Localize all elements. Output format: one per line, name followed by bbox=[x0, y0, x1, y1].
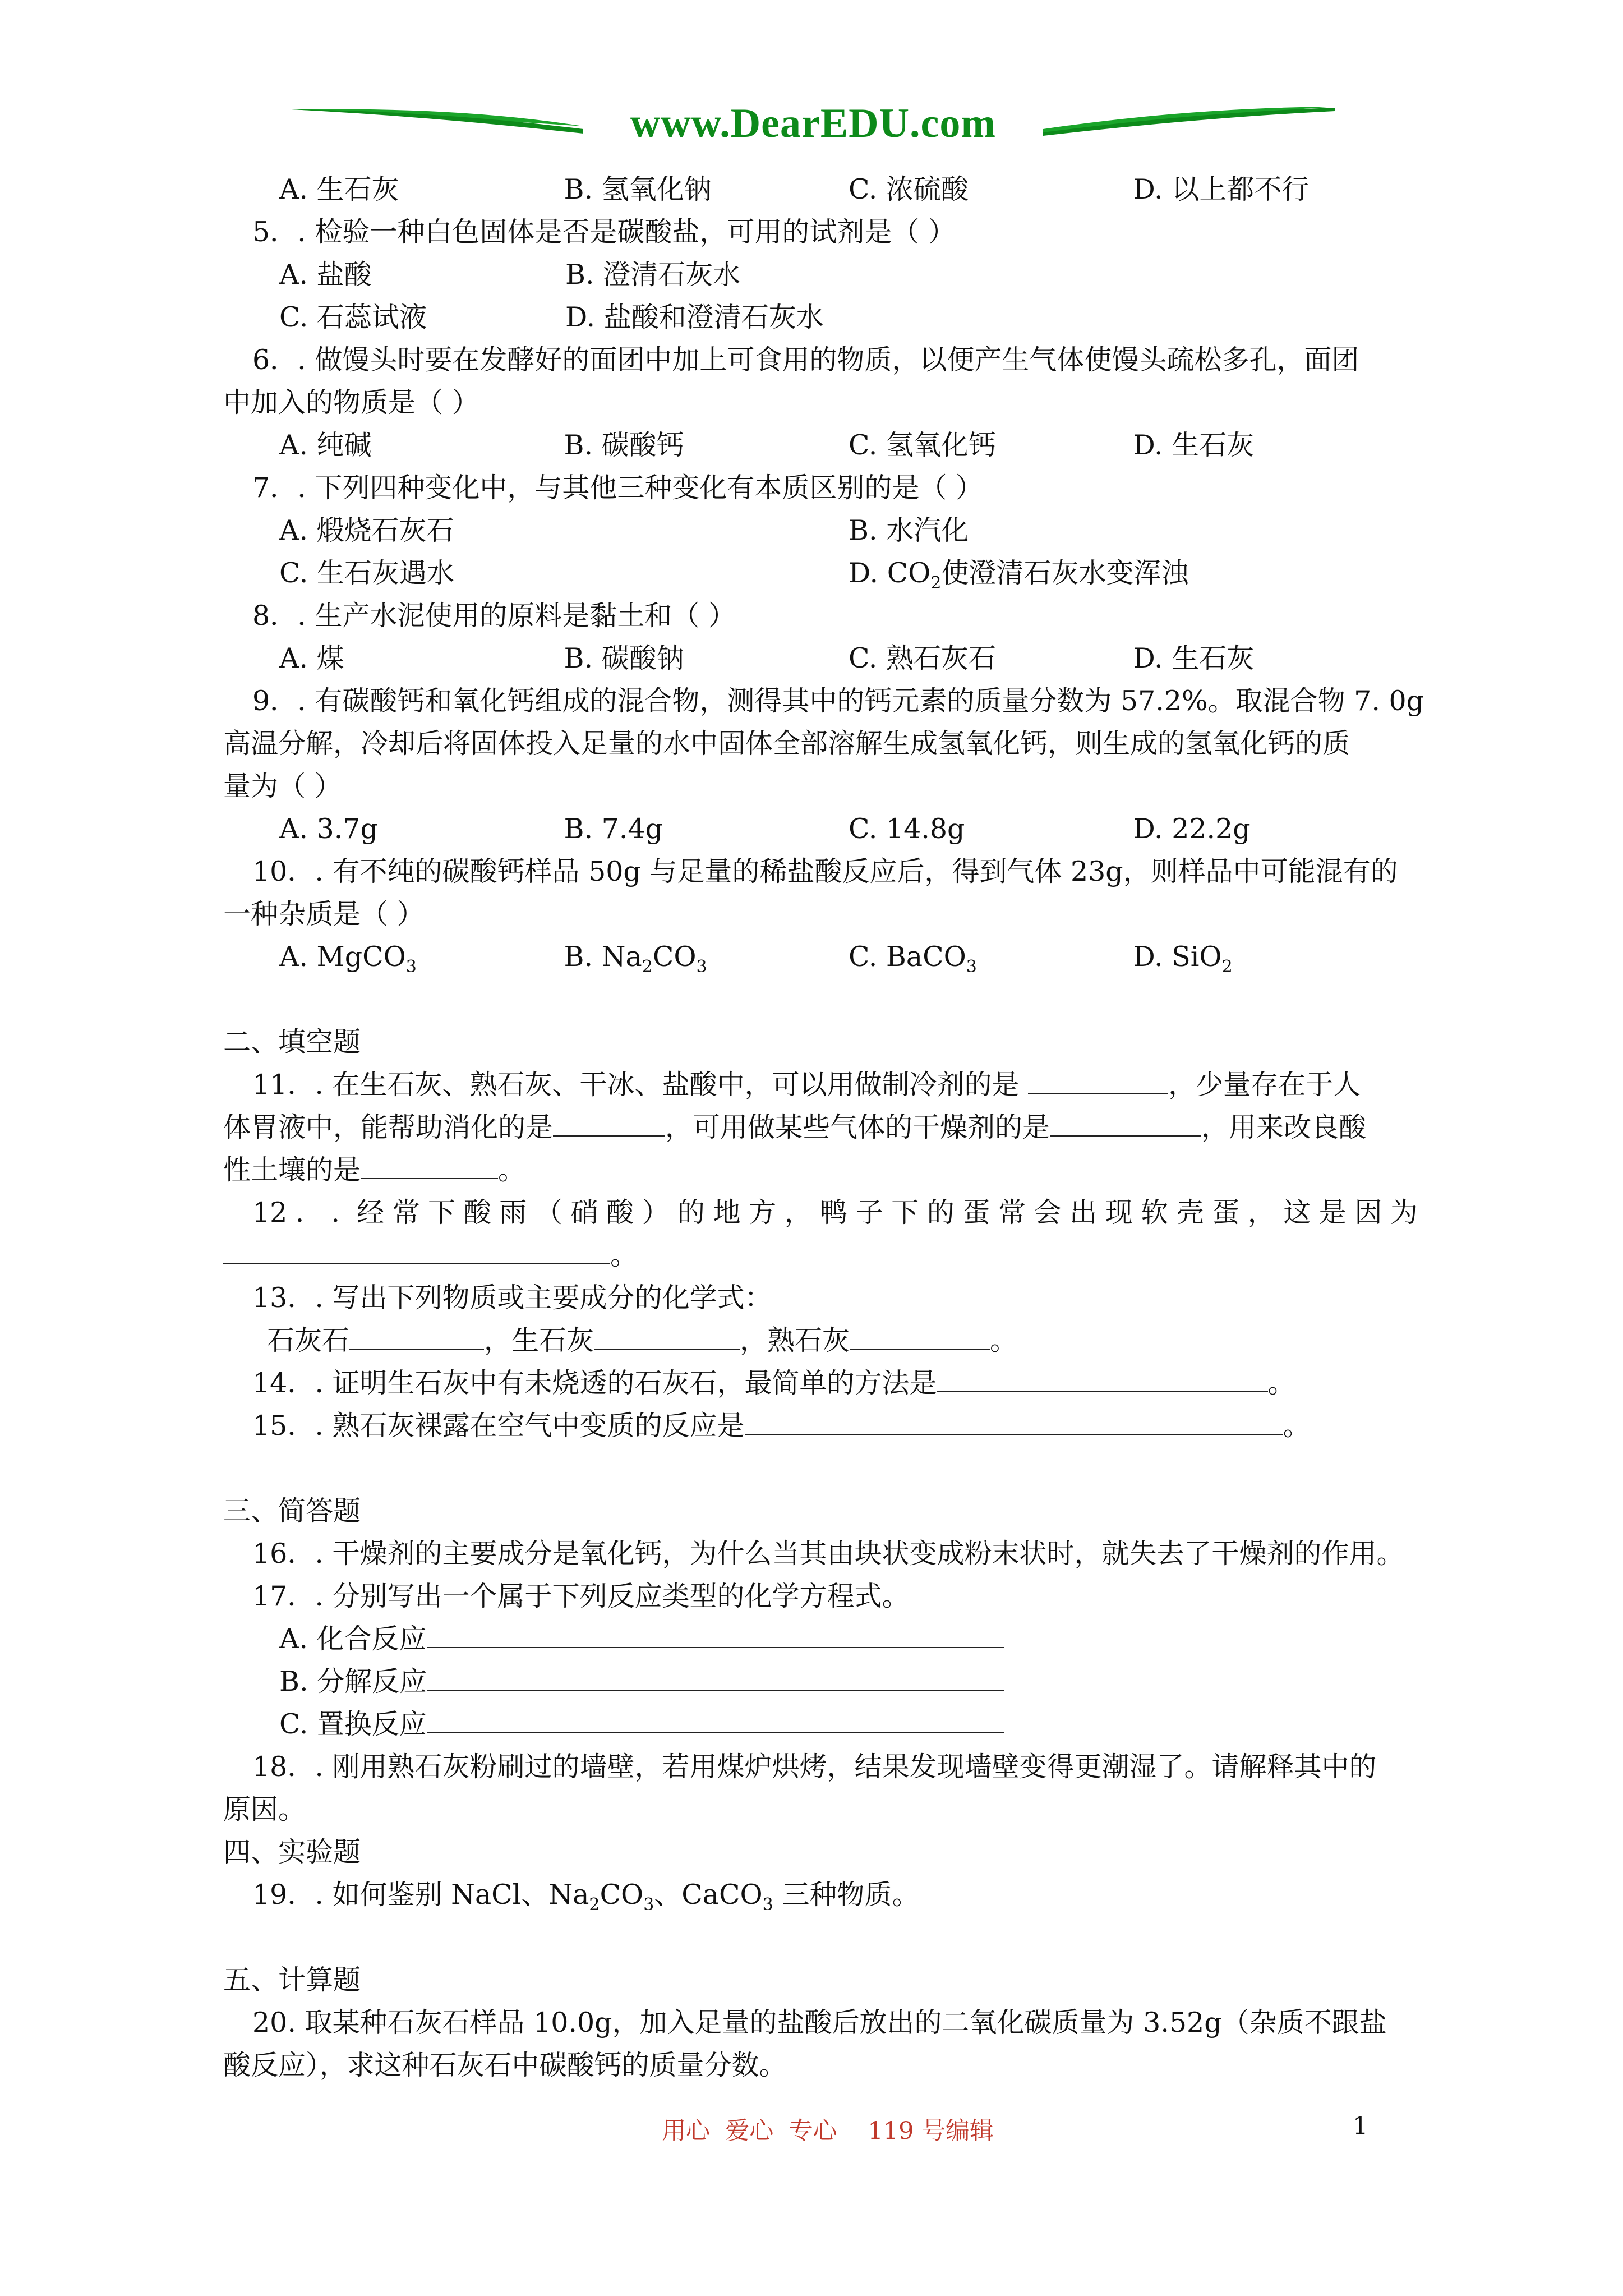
q9-question-line1: 9．. 有碳酸钙和氧化钙组成的混合物，测得其中的钙元素的质量分数为 57.2%。取混合物 7. 0g bbox=[252, 685, 1424, 717]
q9-question-line3: 量为（ ） bbox=[223, 770, 342, 802]
q12-line2: 。 bbox=[223, 1234, 1418, 1277]
q9-option-a: A. 3.7g bbox=[279, 813, 378, 845]
q17-item-b: B. 分解反应 bbox=[223, 1660, 1418, 1703]
q6-option-c: C. 氢氧化钙 bbox=[849, 429, 996, 461]
q11-line1: 11．. 在生石灰、熟石灰、干冰、盐酸中，可以用做制冷剂的是 ，少量存在于人 bbox=[223, 1064, 1418, 1106]
q10-question-line1: 10．. 有不纯的碳酸钙样品 50g 与足量的稀盐酸反应后，得到气体 23g，则样品中可能混有的 bbox=[252, 855, 1398, 887]
q18-line2: 原因。 bbox=[223, 1793, 306, 1825]
site-url: www.DearEDU.com bbox=[630, 100, 997, 146]
q17-question: 17．. 分别写出一个属于下列反应类型的化学方程式。 bbox=[252, 1580, 910, 1612]
q17-blank-c[interactable] bbox=[427, 1706, 1004, 1733]
q14-blank[interactable] bbox=[937, 1365, 1268, 1392]
q4-option-d: D. 以上都不行 bbox=[1133, 173, 1310, 205]
q5-options-row2 bbox=[223, 296, 1418, 339]
q12-line1: 12．. 经常下酸雨（硝酸）的地方，鸭子下的蛋常会出现软壳蛋，这是因为 bbox=[252, 1197, 1418, 1228]
site-header-banner bbox=[292, 95, 1335, 163]
q13-blank-3[interactable] bbox=[850, 1323, 990, 1350]
section-fill-blank-title: 二、填空题 bbox=[223, 1026, 361, 1058]
q11-blank-1[interactable] bbox=[1028, 1067, 1168, 1094]
q13-line1: 13．. 写出下列物质或主要成分的化学式： bbox=[252, 1282, 772, 1314]
q7-options-row1 bbox=[223, 509, 1418, 552]
q16-question: 16．. 干燥剂的主要成分是氧化钙，为什么当其由块状变成粉末状时，就失去了干燥剂的作用。 bbox=[252, 1538, 1404, 1570]
q5-option-d: D. 盐酸和澄清石灰水 bbox=[565, 301, 824, 333]
q9-question-line2: 高温分解，冷却后将固体投入足量的水中固体全部溶解生成氢氧化钙，则生成的氢氧化钙的质 bbox=[223, 728, 1350, 760]
q11-blank-4[interactable] bbox=[361, 1152, 498, 1179]
q17-blank-a[interactable] bbox=[427, 1621, 1004, 1648]
q8-question: 8．. 生产水泥使用的原料是黏土和（ ） bbox=[252, 600, 736, 632]
section-calculation-title: 五、计算题 bbox=[223, 1964, 361, 1996]
q8-option-c: C. 熟石灰石 bbox=[849, 642, 996, 674]
q13-blank-2[interactable] bbox=[594, 1323, 740, 1350]
q17-blank-b[interactable] bbox=[427, 1664, 1004, 1691]
q8-option-d: D. 生石灰 bbox=[1133, 642, 1255, 674]
section-short-answer-title: 三、简答题 bbox=[223, 1495, 361, 1527]
q15-blank[interactable] bbox=[745, 1408, 1283, 1435]
q6-option-d: D. 生石灰 bbox=[1133, 429, 1255, 461]
q5-option-a: A. 盐酸 bbox=[279, 259, 372, 291]
q4-option-a: A. 生石灰 bbox=[279, 173, 399, 205]
q10-option-a: A. MgCO$_3$ bbox=[279, 941, 417, 977]
section-experiment-title: 四、实验题 bbox=[223, 1836, 361, 1868]
q7-question: 7．. 下列四种变化中，与其他三种变化有本质区别的是（ ） bbox=[252, 472, 983, 504]
q7-option-c: C. 生石灰遇水 bbox=[279, 557, 454, 589]
q5-question: 5．. 检验一种白色固体是否是碳酸盐，可用的试剂是（ ） bbox=[252, 216, 956, 248]
q10-option-d: D. SiO$_2$ bbox=[1133, 941, 1233, 977]
q12-blank[interactable] bbox=[223, 1237, 610, 1264]
q7-option-d: D. $CO_2$使澄清石灰水变浑浊 bbox=[849, 557, 1189, 593]
q9-option-d: D. 22.2g bbox=[1133, 813, 1251, 845]
q4-option-c: C. 浓硫酸 bbox=[849, 173, 969, 205]
q20-line1: 20. 取某种石灰石样品 10.0g，加入足量的盐酸后放出的二氧化碳质量为 3.52g（杂质不跟盐 bbox=[252, 2007, 1387, 2039]
q15-line: 15．. 熟石灰裸露在空气中变质的反应是 。 bbox=[223, 1405, 1418, 1447]
q17-item-a: A. 化合反应 bbox=[223, 1618, 1418, 1660]
q11-line2: 体胃液中，能帮助消化的是 ，可用做某些气体的干燥剂的是 ，用来改良酸 bbox=[223, 1106, 1418, 1149]
q18-line1: 18．. 刚用熟石灰粉刷过的墙壁，若用煤炉烘烤，结果发现墙壁变得更潮湿了。请解释其中的 bbox=[252, 1751, 1377, 1783]
q8-option-a: A. 煤 bbox=[279, 642, 344, 674]
q11-blank-2[interactable] bbox=[553, 1110, 665, 1137]
page-number: 1 bbox=[1353, 2112, 1368, 2140]
q13-line2: 石灰石 ，生石灰 ，熟石灰 。 bbox=[223, 1319, 1418, 1362]
q4-option-b: B. 氢氧化钠 bbox=[564, 173, 712, 205]
q6-options bbox=[223, 424, 1418, 467]
q11-line3: 性土壤的是 。 bbox=[223, 1149, 1418, 1191]
exam-content bbox=[223, 168, 1424, 2087]
q11-blank-3[interactable] bbox=[1050, 1110, 1201, 1137]
q10-option-c: C. BaCO$_3$ bbox=[849, 941, 977, 977]
q9-option-b: B. 7.4g bbox=[564, 813, 663, 845]
q6-option-b: B. 碳酸钙 bbox=[564, 429, 684, 461]
q8-options bbox=[223, 637, 1418, 680]
q9-option-c: C. 14.8g bbox=[849, 813, 965, 845]
q5-options-row1 bbox=[223, 254, 1418, 296]
q6-question-line2: 中加入的物质是（ ） bbox=[223, 386, 479, 418]
q5-option-b: B. 澄清石灰水 bbox=[565, 259, 741, 291]
q20-line2: 酸反应），求这种石灰石中碳酸钙的质量分数。 bbox=[223, 2049, 787, 2081]
q6-question-line1: 6．. 做馒头时要在发酵好的面团中加上可食用的物质，以便产生气体使馒头疏松多孔，面团 bbox=[252, 344, 1359, 376]
q17-item-c: C. 置换反应 bbox=[223, 1703, 1418, 1746]
q10-options bbox=[223, 936, 1418, 978]
q8-option-b: B. 碳酸钠 bbox=[564, 642, 684, 674]
q10-question-line2: 一种杂质是（ ） bbox=[223, 898, 425, 930]
q7-option-a: A. 煅烧石灰石 bbox=[279, 514, 454, 546]
q6-option-a: A. 纯碱 bbox=[279, 429, 372, 461]
q10-option-b: B. $Na_2CO_3$ bbox=[564, 941, 707, 977]
q14-line: 14．. 证明生石灰中有未烧透的石灰石，最简单的方法是 。 bbox=[223, 1362, 1418, 1405]
q7-options-row2 bbox=[223, 552, 1418, 595]
footer-credit: 用心 爱心 专心 119 号编辑 bbox=[662, 2117, 994, 2145]
q13-blank-1[interactable] bbox=[349, 1323, 484, 1350]
q4-options bbox=[223, 168, 1418, 211]
q19-question: 19．. 如何鉴别 NaCl、$Na_2CO_3$、CaCO$_3$ 三种物质。 bbox=[252, 1879, 920, 1915]
q9-options bbox=[223, 808, 1418, 850]
q5-option-c: C. 石蕊试液 bbox=[279, 301, 427, 333]
q7-option-b: B. 水汽化 bbox=[849, 514, 969, 546]
